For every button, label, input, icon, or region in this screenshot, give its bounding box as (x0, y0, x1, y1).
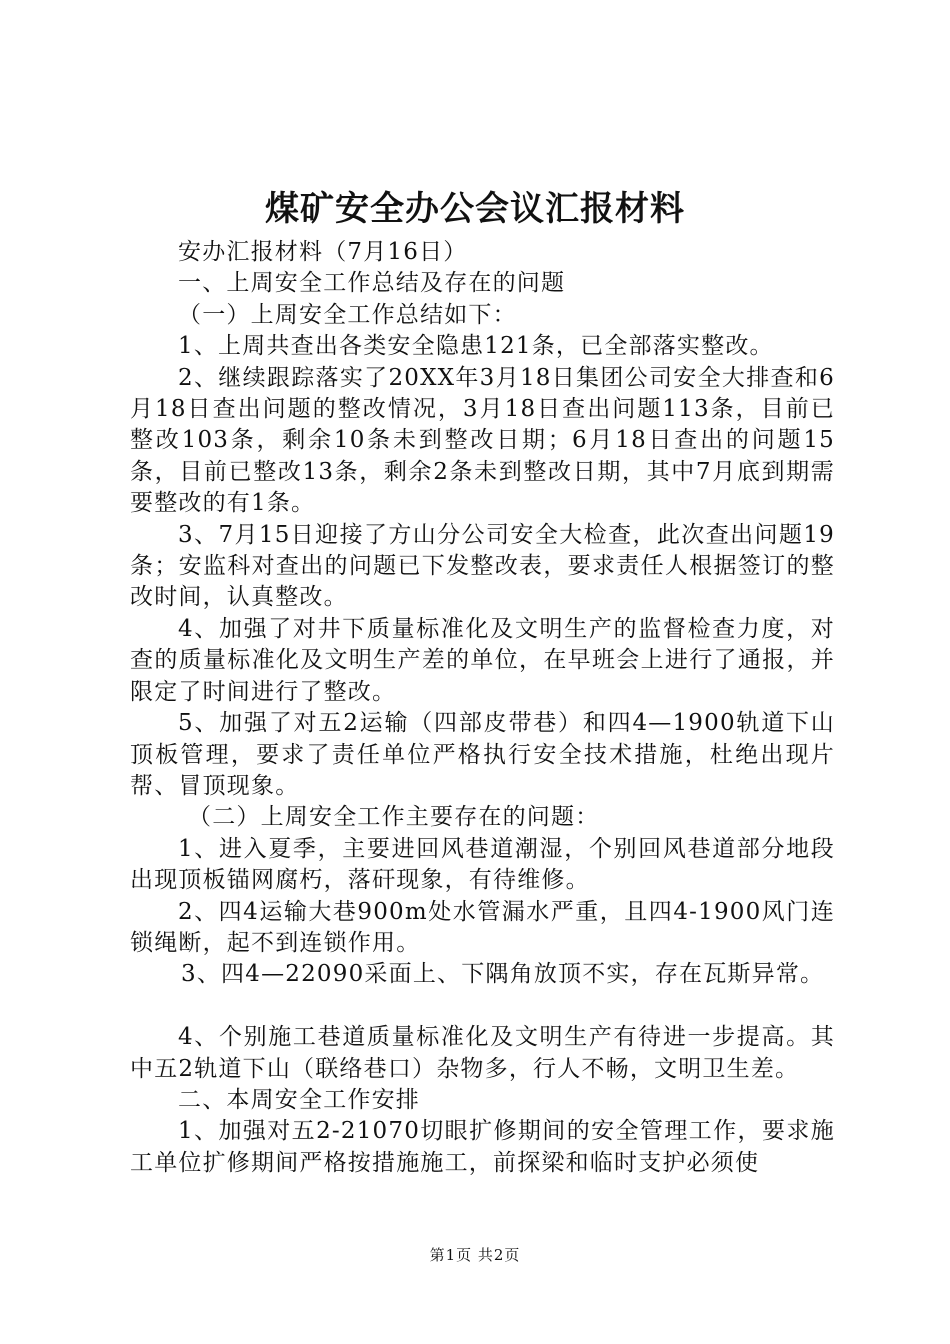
problem-item-4: 4、个别施工巷道质量标准化及文明生产有待进一步提高。其中五2轨道下山（联络巷口）杂物多，行人不畅，文明卫生差。 (130, 1024, 835, 1082)
section-heading-2: 二、本周安全工作安排 (178, 1086, 420, 1113)
summary-item-3: 3、7月15日迎接了方山分公司安全大检查，此次查出问题19条；安监科对查出的问题已下发整改表，要求责任人根据签订的整改时间，认真整改。 (130, 521, 835, 611)
summary-item-4: 4、加强了对井下质量标准化及文明生产的监督检查力度，对查的质量标准化及文明生产差的单位，在早班会上进行了通报，并限定了时间进行了整改。 (130, 615, 835, 705)
problem-item-3: 3、四4—22090采面上、下隅角放顶不实，存在瓦斯异常。 (181, 961, 825, 988)
document-title: 煤矿安全办公会议汇报材料 (265, 189, 685, 229)
document-body (130, 237, 835, 1179)
problem-item-2: 2、四4运输大巷900m处水管漏水严重，且四4-1900风门连锁绳断，起不到连锁作用。 (130, 898, 835, 956)
subsection-heading-2: （二）上周安全工作主要存在的问题： (188, 804, 600, 831)
problem-item-1: 1、进入夏季，主要进回风巷道潮湿，个别回风巷道部分地段出现顶板锚网腐朽，落矸现象，有待维修。 (130, 835, 835, 894)
summary-item-5: 5、加强了对五2运输（四部皮带巷）和四4—1900轨道下山顶板管理，要求了责任单位严格执行安全技术措施，杜绝出现片帮、冒顶现象。 (130, 710, 835, 799)
subsection-heading-1: （一）上周安全工作总结如下： (178, 301, 517, 328)
summary-item-1: 1、上周共查出各类安全隐患121条，已全部落实整改。 (178, 333, 774, 360)
section-heading-1: 一、上周安全工作总结及存在的问题 (178, 270, 566, 297)
paragraph-gap (130, 991, 835, 1022)
page-footer: 第1页 共2页 (429, 1246, 521, 1264)
report-heading: 安办汇报材料（7月16日） (178, 239, 468, 265)
summary-item-2: 2、继续跟踪落实了20XX年3月18日集团公司安全大排查和6月18日查出问题的整改情况，3月18日查出问题113条，目前已整改103条，剩余10条未到整改日期；6月18日查出的问题15条，目前已整改13条，剩余2条未到整改日期，其中7月底到期需要整改的有1条。 (130, 364, 835, 517)
plan-item-1: 1、加强对五2-21070切眼扩修期间的安全管理工作，要求施工单位扩修期间严格按措施施工，前探梁和临时支护必须使 (130, 1118, 835, 1176)
